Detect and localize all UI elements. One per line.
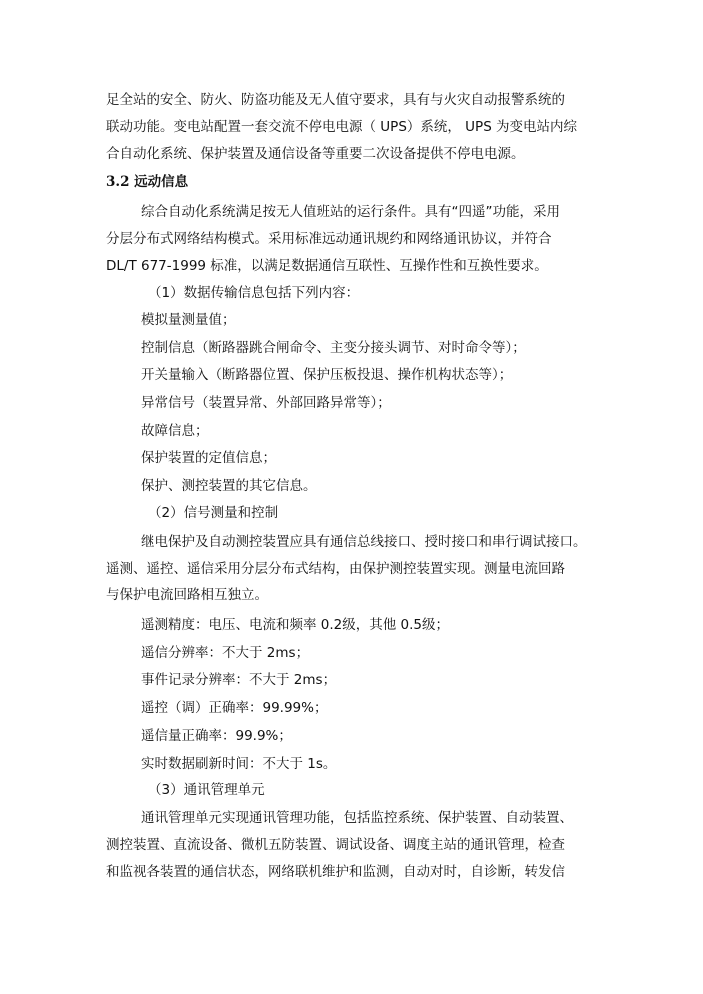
body-line: 与保护电流回路相互独立。 — [106, 587, 268, 603]
list-heading: （3）通讯管理单元 — [148, 782, 265, 798]
list-item: 模拟量测量值； — [141, 312, 236, 328]
body-line: 联动功能。变电站配置一套交流不停电电源（ UPS）系统， UPS 为变电站内综 — [106, 119, 578, 135]
body-line: 和监视各装置的通信状态，网络联机维护和监测，自动对时，自诊断，转发信 — [106, 864, 565, 880]
body-line: 综合自动化系统满足按无人值班站的运行条件。具有“四遥”功能，采用 — [141, 204, 560, 220]
list-item: 实时数据刷新时间：不大于 1s。 — [141, 756, 337, 772]
body-line: 足全站的安全、防火、防盗功能及无人值守要求，具有与火灾自动报警系统的 — [106, 92, 565, 108]
list-item: 故障信息； — [141, 423, 209, 439]
body-line: 通讯管理单元实现通讯管理功能，包括监控系统、保护装置、自动装置、 — [141, 810, 573, 826]
list-item: 异常信号（装置异常、外部回路异常等）； — [141, 395, 391, 411]
body-line: 测控装置、直流设备、微机五防装置、调试设备、调度主站的通讯管理，检查 — [106, 837, 565, 853]
list-item: 遥信量正确率：99.9%； — [141, 728, 292, 744]
list-item: 保护装置的定值信息； — [141, 450, 276, 466]
list-item: 遥信分辨率：不大于 2ms； — [141, 645, 310, 661]
body-line: 继电保护及自动测控装置应具有通信总线接口、授时接口和串行调试接口。 — [141, 534, 587, 550]
body-line: 合自动化系统、保护装置及通信设备等重要二次设备提供不停电电源。 — [106, 146, 525, 162]
list-item: 保护、测控装置的其它信息。 — [141, 478, 317, 494]
section-heading: 3.2 远动信息 — [106, 174, 189, 190]
body-line: DL/T 677-1999 标准，以满足数据通信互联性、互操作性和互换性要求。 — [106, 258, 548, 274]
list-item: 遥控（调）正确率：99.99%； — [141, 700, 328, 716]
list-item: 事件记录分辨率：不大于 2ms； — [141, 672, 337, 688]
list-item: 开关量输入（断路器位置、保护压板投退、操作机构状态等）； — [141, 367, 513, 383]
body-line: 遥测、遥控、遥信采用分层分布式结构，由保护测控装置实现。测量电流回路 — [106, 561, 565, 577]
list-item: 遥测精度：电压、电流和频率 0.2级，其他 0.5级； — [141, 617, 450, 633]
list-item: 控制信息（断路器跳合闸命令、主变分接头调节、对时命令等）； — [141, 340, 526, 356]
list-heading: （1）数据传输信息包括下列内容： — [148, 285, 360, 301]
list-heading: （2）信号测量和控制 — [148, 505, 279, 521]
body-line: 分层分布式网络结构模式。采用标准远动通讯规约和网络通讯协议，并符合 — [106, 231, 552, 247]
